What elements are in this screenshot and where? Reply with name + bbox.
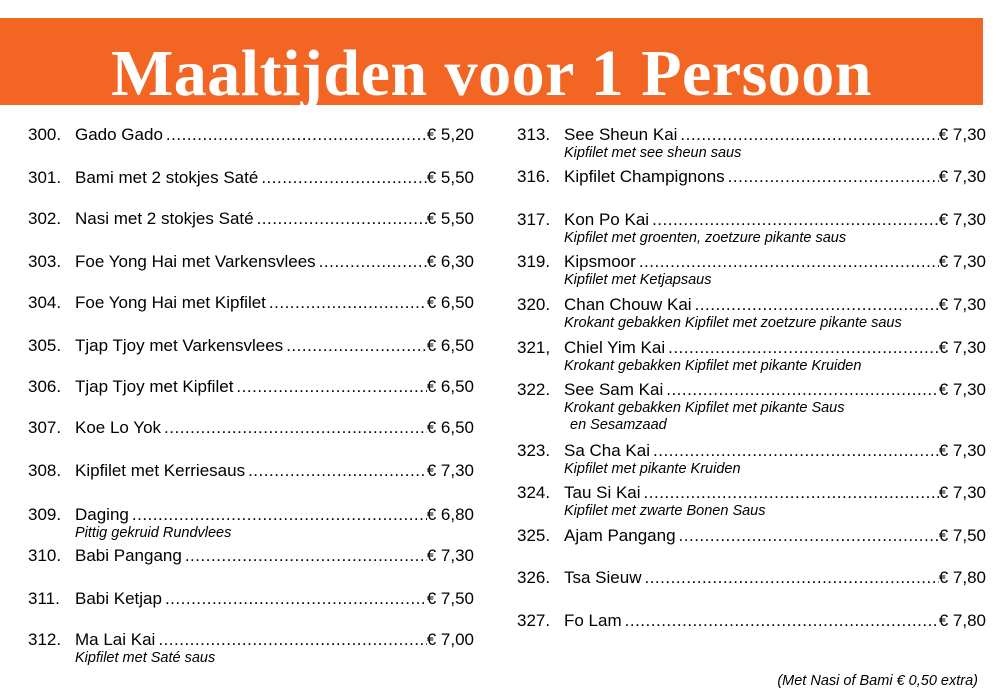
item-line — [564, 441, 986, 461]
dot-leader — [728, 167, 939, 187]
item-number: 323. — [517, 441, 551, 460]
item-line — [75, 589, 474, 609]
item-name: Kipsmoor — [564, 252, 636, 271]
item-name: Bami met 2 stokjes Saté — [75, 168, 259, 187]
item-name: Ajam Pangang — [564, 526, 676, 545]
item-price: € 7,30 — [938, 441, 986, 460]
item-name: Babi Ketjap — [75, 589, 162, 608]
dot-leader — [653, 441, 939, 461]
page-title: Maaltijden voor 1 Persoon — [110, 37, 873, 110]
item-line — [564, 252, 986, 272]
item-line — [75, 546, 474, 566]
item-line — [564, 380, 986, 400]
dot-leader — [286, 336, 427, 356]
dot-leader — [166, 125, 427, 145]
item-price: € 7,30 — [938, 338, 986, 357]
dot-leader — [652, 210, 939, 230]
item-description: Kipfilet met see sheun saus — [564, 145, 742, 161]
item-line — [75, 418, 474, 438]
item-line — [564, 611, 986, 631]
item-line — [75, 377, 474, 397]
item-number: 327. — [517, 611, 551, 630]
dot-leader — [639, 252, 939, 272]
item-name: Nasi met 2 stokjes Saté — [75, 209, 254, 228]
item-description: Kipfilet met Ketjapsaus — [564, 272, 712, 288]
item-number: 301. — [28, 168, 62, 187]
item-price: € 7,30 — [938, 125, 986, 144]
dot-leader — [679, 526, 939, 546]
item-name: Foe Yong Hai met Varkensvlees — [75, 252, 316, 271]
item-name: Gado Gado — [75, 125, 163, 144]
item-name: Tau Si Kai — [564, 483, 641, 502]
item-number: 307. — [28, 418, 62, 437]
dot-leader — [319, 252, 427, 272]
dot-leader — [644, 483, 939, 503]
item-number: 302. — [28, 209, 62, 228]
item-line — [564, 568, 986, 588]
dot-leader — [248, 461, 427, 481]
item-name: Daging — [75, 505, 129, 524]
item-description: Kipfilet met groenten, zoetzure pikante saus — [564, 230, 847, 246]
item-description: Kipfilet met pikante Kruiden — [564, 461, 741, 477]
item-price: € 7,00 — [426, 630, 474, 649]
item-number: 320. — [517, 295, 551, 314]
item-price: € 6,30 — [426, 252, 474, 271]
item-number: 313. — [517, 125, 551, 144]
item-number: 308. — [28, 461, 62, 480]
item-line — [564, 167, 986, 187]
item-description: Kipfilet met zwarte Bonen Saus — [564, 503, 766, 519]
item-description: Kipfilet met Saté saus — [75, 650, 216, 666]
item-price: € 6,80 — [426, 505, 474, 524]
item-price: € 6,50 — [426, 377, 474, 396]
item-line — [564, 338, 986, 358]
item-number: 319. — [517, 252, 551, 271]
dot-leader — [132, 505, 427, 525]
item-name: Tjap Tjoy met Varkensvlees — [75, 336, 284, 355]
item-line — [564, 125, 986, 145]
item-number: 325. — [517, 526, 551, 545]
dot-leader — [644, 568, 938, 588]
dot-leader — [164, 418, 427, 438]
item-description: Krokant gebakken Kipfilet met pikante Saus — [564, 400, 845, 416]
item-number: 305. — [28, 336, 62, 355]
item-name: Tsa Sieuw — [564, 568, 642, 587]
dot-leader — [269, 293, 427, 313]
item-price: € 7,30 — [938, 295, 986, 314]
item-number: 311. — [28, 589, 60, 608]
item-number: 306. — [28, 377, 62, 396]
item-number: 324. — [517, 483, 551, 502]
item-name: See Sam Kai — [564, 380, 664, 399]
footnote: (Met Nasi of Bami € 0,50 extra) — [777, 673, 978, 689]
item-name: Tjap Tjoy met Kipfilet — [75, 377, 234, 396]
item-number: 304. — [28, 293, 62, 312]
item-price: € 7,50 — [426, 589, 474, 608]
item-line — [75, 252, 474, 272]
dot-leader — [680, 125, 938, 145]
item-description: Krokant gebakken Kipfilet met zoetzure pikante saus — [564, 315, 902, 331]
title-banner — [0, 18, 983, 110]
dot-leader — [257, 209, 427, 229]
item-name: Fo Lam — [564, 611, 622, 630]
item-price: € 7,30 — [426, 461, 474, 480]
item-price: € 6,50 — [426, 293, 474, 312]
item-line — [75, 505, 474, 525]
dot-leader — [185, 546, 427, 566]
item-line — [75, 209, 474, 229]
item-description: Krokant gebakken Kipfilet met pikante Kruiden — [564, 358, 862, 374]
item-name: Koe Lo Yok — [75, 418, 162, 437]
item-number: 312. — [28, 630, 62, 649]
item-price: € 7,80 — [938, 611, 986, 630]
dot-leader — [695, 295, 939, 315]
item-name: Babi Pangang — [75, 546, 182, 565]
item-number: 316. — [517, 167, 551, 186]
item-name: Ma Lai Kai — [75, 630, 156, 649]
item-name: See Sheun Kai — [564, 125, 678, 144]
dot-leader — [165, 589, 427, 609]
item-price: € 7,30 — [938, 483, 986, 502]
item-price: € 7,80 — [938, 568, 986, 587]
item-price: € 7,30 — [938, 252, 986, 271]
item-line — [564, 483, 986, 503]
dot-leader — [666, 380, 939, 400]
item-price: € 5,50 — [426, 209, 474, 228]
dot-leader — [668, 338, 939, 358]
item-name: Kipfilet Champignons — [564, 167, 725, 186]
item-number: 303. — [28, 252, 62, 271]
dot-leader — [236, 377, 426, 397]
item-number: 317. — [517, 210, 551, 229]
item-name: Chiel Yim Kai — [564, 338, 666, 357]
item-number: 326. — [517, 568, 551, 587]
item-line — [75, 168, 474, 188]
item-line — [564, 526, 986, 546]
item-name: Sa Cha Kai — [564, 441, 650, 460]
item-name: Kipfilet met Kerriesaus — [75, 461, 246, 480]
item-line — [75, 461, 474, 481]
item-name: Kon Po Kai — [564, 210, 650, 229]
item-description-continued: en Sesamzaad — [570, 417, 667, 433]
item-line — [75, 630, 474, 650]
item-line — [564, 210, 986, 230]
dot-leader — [158, 630, 426, 650]
item-price: € 5,20 — [426, 125, 474, 144]
item-price: € 7,30 — [426, 546, 474, 565]
item-description: Pittig gekruid Rundvlees — [75, 525, 232, 541]
item-name: Chan Chouw Kai — [564, 295, 692, 314]
item-line — [75, 336, 474, 356]
item-price: € 7,30 — [938, 380, 986, 399]
item-name: Foe Yong Hai met Kipfilet — [75, 293, 266, 312]
dot-leader — [625, 611, 939, 631]
item-price: € 7,30 — [938, 167, 986, 186]
item-number: 310. — [28, 546, 62, 565]
item-price: € 7,50 — [938, 526, 986, 545]
item-number: 321, — [517, 338, 551, 357]
item-price: € 6,50 — [426, 336, 474, 355]
item-line — [564, 295, 986, 315]
item-number: 322. — [517, 380, 551, 399]
item-line — [75, 125, 474, 145]
item-line — [75, 293, 474, 313]
item-number: 309. — [28, 505, 62, 524]
dot-leader — [261, 168, 426, 188]
item-price: € 7,30 — [938, 210, 986, 229]
item-price: € 6,50 — [426, 418, 474, 437]
item-number: 300. — [28, 125, 62, 144]
item-price: € 5,50 — [426, 168, 474, 187]
